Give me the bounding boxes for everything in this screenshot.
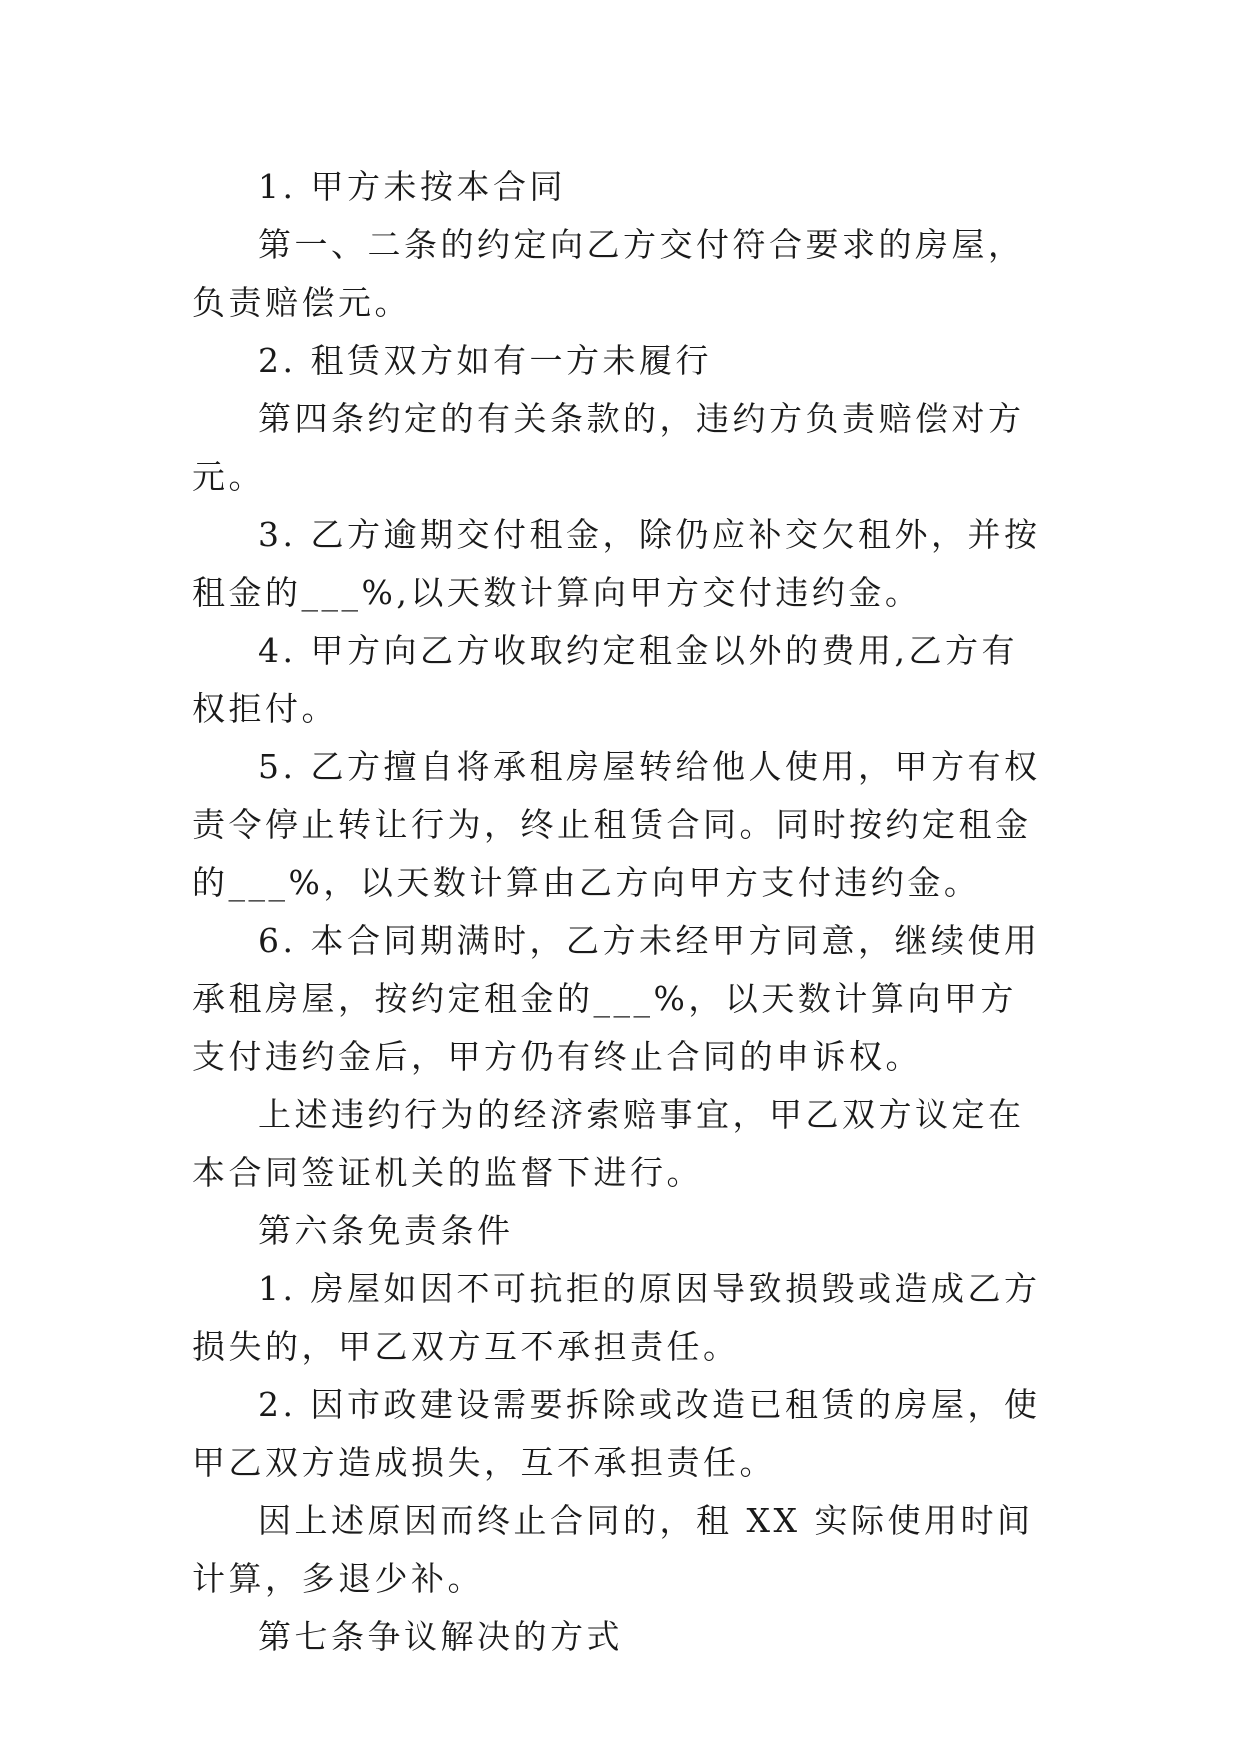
paragraph: 2. 租赁双方如有一方未履行 — [258, 341, 712, 380]
paragraph: 第一、二条的约定向乙方交付符合要求的房屋，负责赔偿元。 — [192, 225, 1025, 322]
section-heading: 第六条免责条件 — [258, 1211, 514, 1250]
paragraph: 4. 甲方向乙方收取约定租金以外的费用,乙方有权拒付。 — [192, 631, 1018, 728]
paragraph: 1. 甲方未按本合同 — [258, 167, 566, 206]
paragraph: 3. 乙方逾期交付租金，除仍应补交欠租外，并按租金的___%,以天数计算向甲方交付违约金。 — [192, 515, 1041, 612]
paragraph: 1. 房屋如因不可抗拒的原因导致损毁或造成乙方损失的，甲乙双方互不承担责任。 — [192, 1269, 1041, 1366]
paragraph: 因上述原因而终止合同的，租 XX 实际使用时间计算，多退少补。 — [192, 1501, 1034, 1598]
paragraph: 2. 因市政建设需要拆除或改造已租赁的房屋，使甲乙双方造成损失，互不承担责任。 — [192, 1385, 1041, 1482]
paragraph: 5. 乙方擅自将承租房屋转给他人使用，甲方有权责令停止转让行为，终止租赁合同。同时按约定租金的___%，以天数计算由乙方向甲方支付违约金。 — [192, 747, 1041, 902]
paragraph: 上述违约行为的经济索赔事宜，甲乙双方议定在本合同签证机关的监督下进行。 — [192, 1095, 1025, 1192]
document-body — [192, 158, 1052, 1666]
paragraph: 第四条约定的有关条款的，违约方负责赔偿对方元。 — [192, 399, 1025, 496]
paragraph: 6. 本合同期满时，乙方未经甲方同意，继续使用承租房屋，按约定租金的___%，以天数计算向甲方支付违约金后，甲方仍有终止合同的申诉权。 — [192, 921, 1041, 1076]
section-heading: 第七条争议解决的方式 — [258, 1617, 623, 1656]
